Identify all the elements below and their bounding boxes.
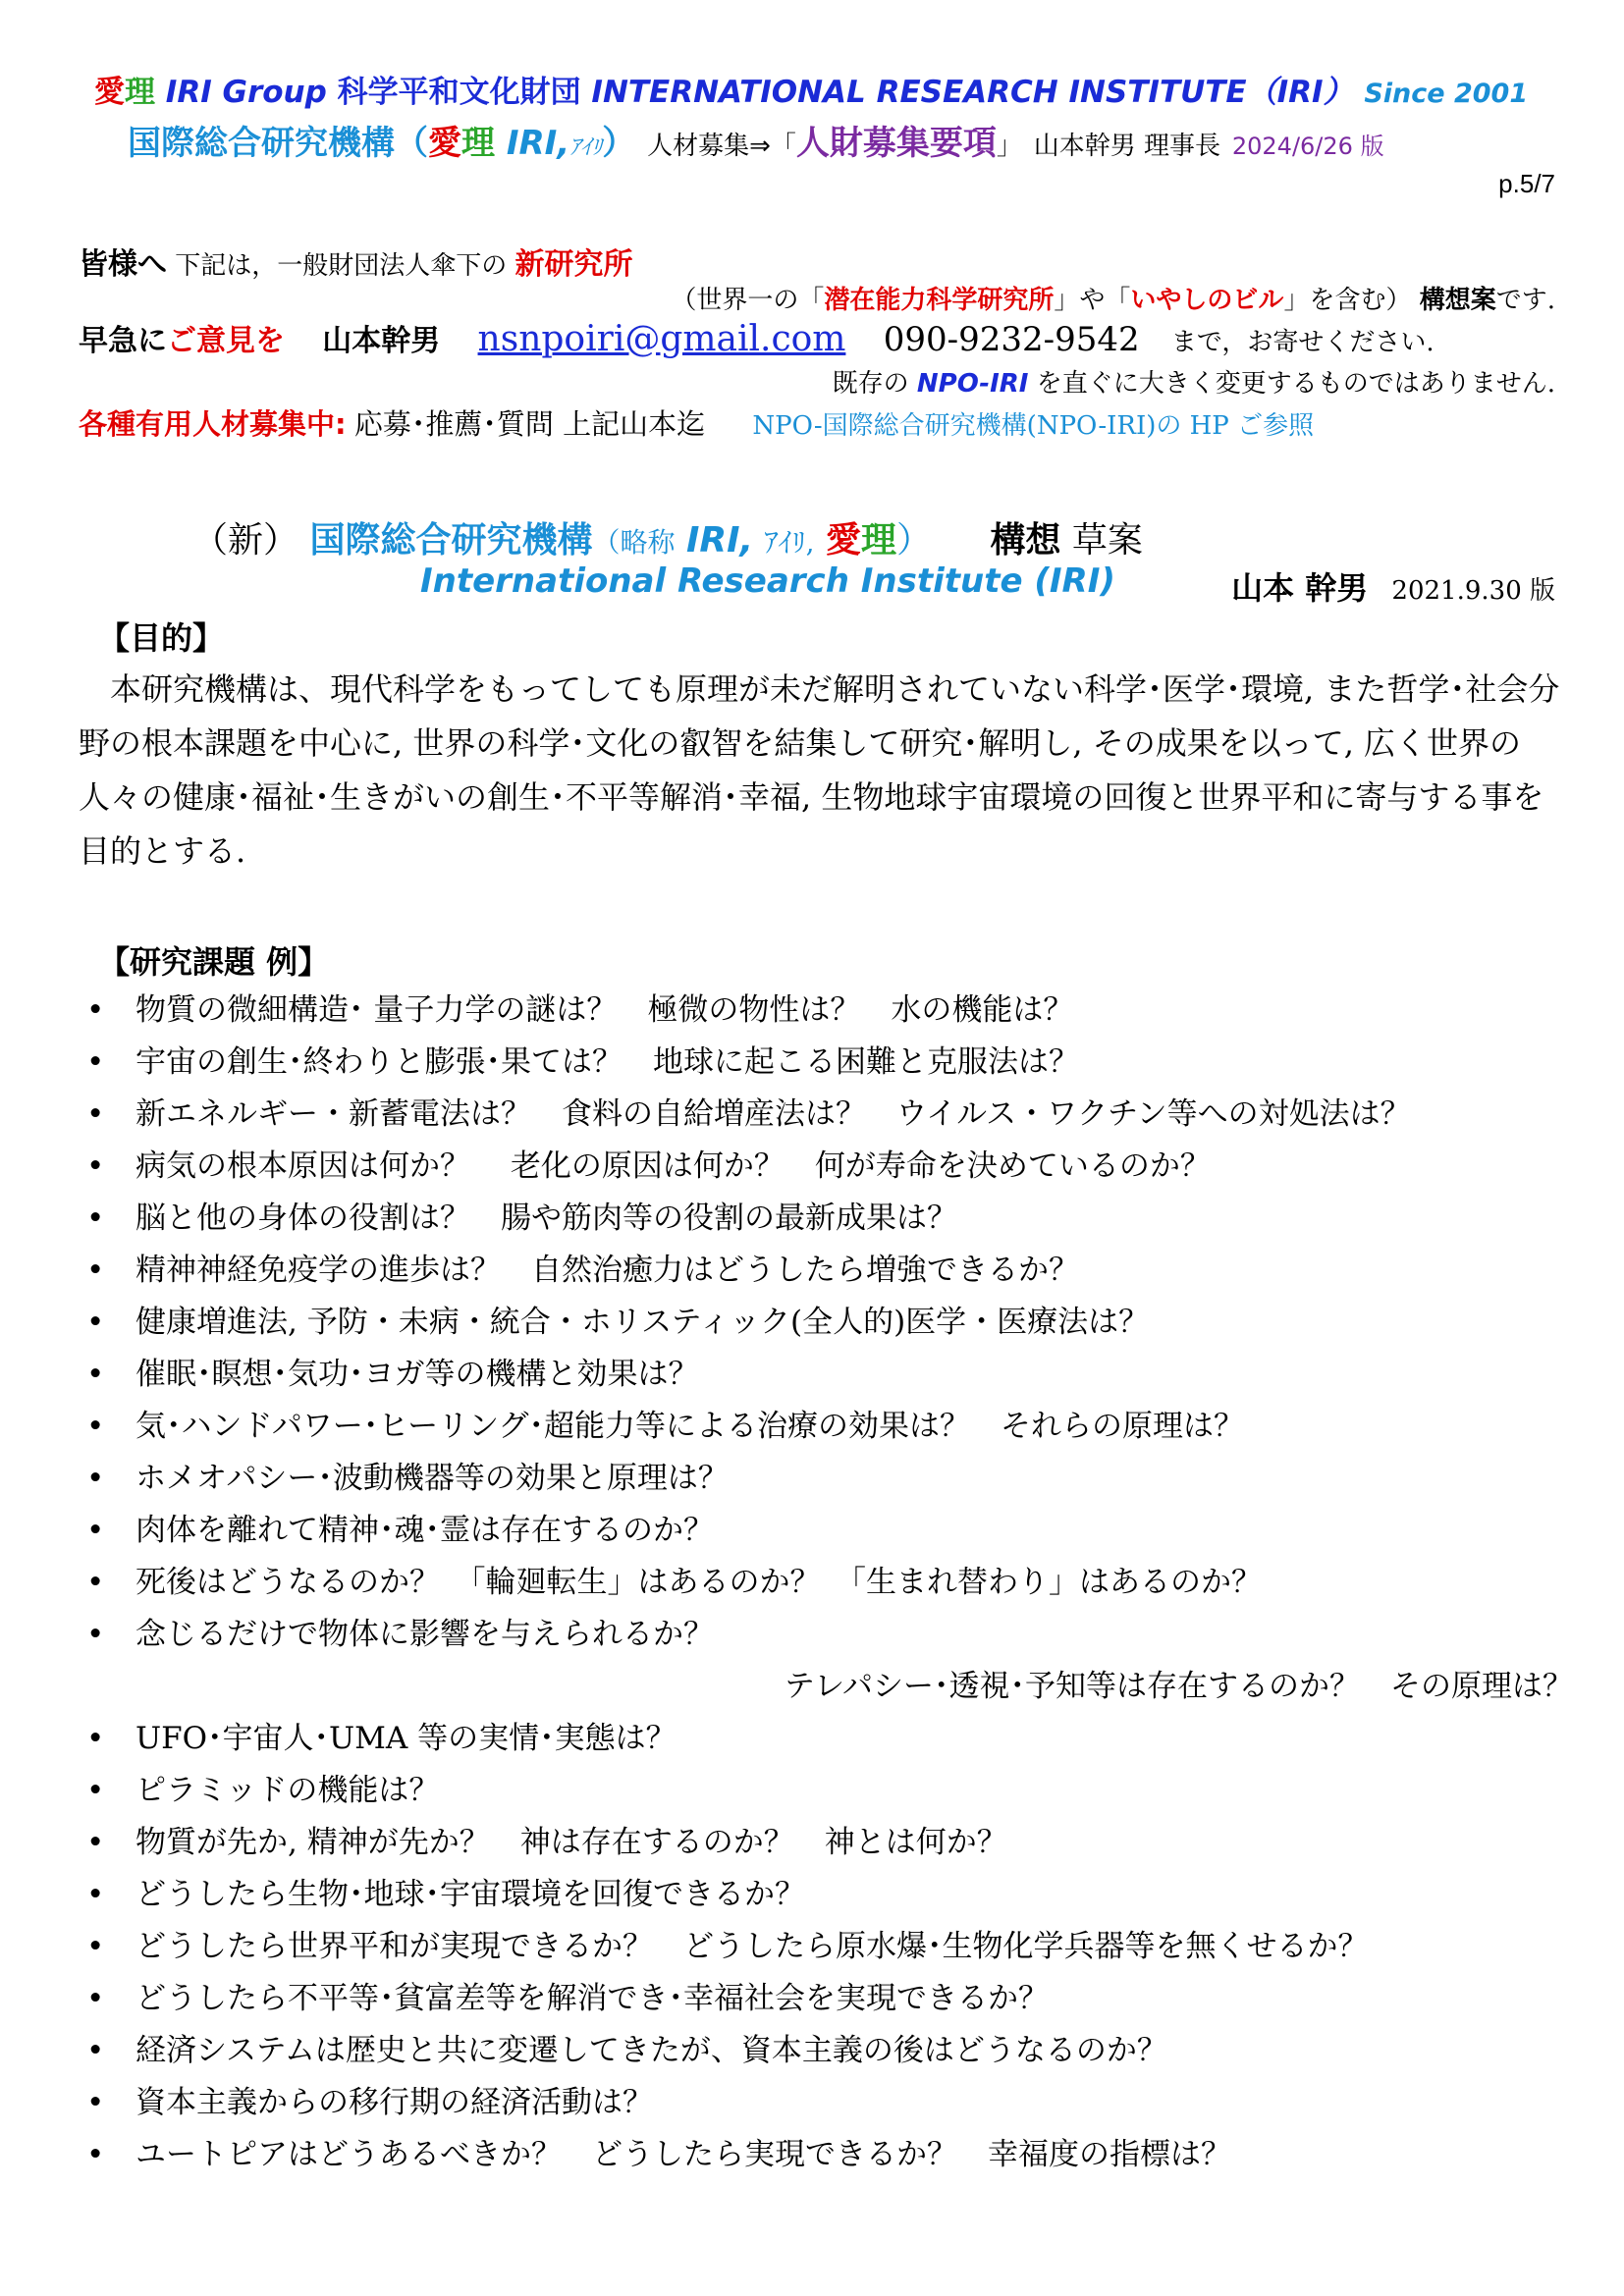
notice-text-2c: 」を含む）: [1283, 286, 1412, 315]
author-line: [1231, 563, 1555, 609]
list-item: • ユートピアはどうあるべきか？ どうしたら実現できるか？ 幸福度の指標は？: [81, 2129, 1573, 2181]
brand-group: IRI Group: [165, 75, 327, 110]
abbr-open: （略称: [592, 526, 676, 559]
bullet-icon: •: [86, 2137, 105, 2172]
kousou-label: 構想: [990, 520, 1061, 561]
bullet-icon: •: [86, 1565, 105, 1600]
notice-line-1: [79, 240, 633, 283]
topics-list: [81, 985, 1573, 2181]
send-to-text: まで，お寄せください.: [1170, 328, 1435, 357]
bullet-icon: •: [86, 1981, 105, 2016]
institute-jp: 国際総合研究機構: [128, 124, 395, 163]
bullet-icon: •: [86, 1201, 105, 1236]
bullet-icon: •: [86, 1825, 105, 1860]
to-all: 皆様へ: [79, 247, 167, 282]
draft-label: 草案: [1071, 520, 1143, 561]
notice-line-4: [833, 363, 1555, 400]
recruiting-label: 各種有用人材募集中:: [79, 407, 347, 441]
bullet-icon: •: [86, 1929, 105, 1964]
notice-text-2d: です.: [1495, 286, 1555, 315]
list-item: • 死後はどうなるのか？ 「輪廻転生」はあるのか？ 「生まれ替わり」はあるのか？: [81, 1557, 1573, 1609]
header-ai: 愛: [428, 124, 461, 163]
contact-name: 山本幹男: [322, 324, 441, 358]
shin-label: （新）: [192, 520, 299, 561]
proposal-iri: IRI,: [685, 520, 754, 561]
bullet-icon: •: [86, 1461, 105, 1496]
proposal-name-en: International Research Institute (IRI): [420, 561, 1115, 601]
header-line-2: [128, 116, 1384, 164]
page-number: p.5/7: [1498, 169, 1555, 198]
npo-iri-label: NPO-IRI: [916, 369, 1029, 399]
proposal-ri: 理: [860, 519, 896, 561]
urgent-label: 早急に: [79, 324, 167, 358]
bullet-icon: •: [86, 1409, 105, 1444]
list-item: • 資本主義からの移行期の経済活動は？: [81, 2077, 1573, 2129]
bullet-icon: •: [86, 1617, 105, 1652]
author-name: 山本 幹男: [1231, 569, 1369, 607]
brand-ai: 愛: [94, 75, 125, 110]
email-link[interactable]: nsnpoiri@gmail.com: [477, 319, 846, 359]
bullet-icon: •: [86, 992, 105, 1028]
purpose-heading: 【目的】: [98, 619, 225, 657]
version-date: 2024/6/26 版: [1231, 133, 1384, 160]
recruit-prefix: 人材募集⇒「: [647, 132, 796, 161]
list-item: • 精神神経免疫学の進歩は？ 自然治癒力はどうしたら増強できるか？: [81, 1245, 1573, 1297]
notice-text-4a: 既存の: [832, 369, 909, 399]
list-item: • 新エネルギー・新蓄電法は？ 食料の自給増産法は？ ウイルス・ワクチン等への対処法は？: [81, 1089, 1573, 1141]
notice-text-4b: を直ぐに大きく変更するものではありません.: [1036, 369, 1555, 399]
notice-text-1: 下記は，一般財団法人傘下の: [175, 251, 508, 281]
proposal-title: [192, 512, 1143, 562]
chairman: 山本幹男 理事長: [1033, 132, 1221, 161]
header-line-1: [94, 67, 1528, 111]
author-date: 2021.9.30 版: [1391, 576, 1555, 606]
list-item: • ホメオパシー･波動機器等の効果と原理は？: [81, 1453, 1573, 1505]
institute-en: INTERNATIONAL RESEARCH INSTITUTE（IRI）: [591, 75, 1354, 110]
paren-close: ）: [602, 124, 636, 163]
bullet-icon: •: [86, 1096, 105, 1132]
proposal-name-jp: 国際総合研究機構: [309, 520, 593, 561]
bullet-icon: •: [86, 2085, 105, 2120]
recruit-detail: 応募･推薦･質問 上記山本迄: [353, 407, 706, 441]
bullet-icon: •: [86, 1773, 105, 1808]
bullet-icon: •: [86, 1148, 105, 1184]
since-year: Since 2001: [1364, 79, 1529, 109]
brand-ri: 理: [125, 75, 155, 110]
proposal-airi: ｱｲﾘ,: [764, 526, 815, 559]
list-item: • 肉体を離れて精神･魂･霊は存在するのか？: [81, 1505, 1573, 1557]
purpose-text: 本研究機構は、現代科学をもってしても原理が未だ解明されていない科学･医学･環境, また哲学･社会分野の根本課題を中心に, 世界の科学･文化の叡智を結集して研究･解明し, その成果を以って, 広く世界の人々の健康･福祉･生きがいの創生･不平等解消･幸福, 生物地球宇宙環境の回復と世界平和に寄与する事を目的とする.: [79, 670, 1560, 870]
bullet-icon: •: [86, 1877, 105, 1912]
topics-heading: 【研究課題 例】: [98, 943, 330, 981]
concept-label: 構想案: [1419, 286, 1496, 315]
list-item: • 念じるだけで物体に影響を与えられるか？: [81, 1609, 1573, 1661]
recruit-title[interactable]: 人財募集要項: [795, 124, 997, 163]
bullet-icon: •: [86, 1044, 105, 1080]
phone-number: 090-9232-9542: [883, 320, 1140, 359]
header-ri: 理: [461, 124, 495, 163]
potential-lab: 潜在能力科学研究所: [824, 286, 1055, 315]
bullet-icon: •: [86, 2033, 105, 2068]
list-item: • 催眠･瞑想･気功･ヨガ等の機構と効果は？: [81, 1349, 1573, 1401]
list-item: • 宇宙の創生･終わりと膨張･果ては？ 地球に起こる困難と克服法は？: [81, 1037, 1573, 1089]
list-item: • 健康増進法, 予防・未病・統合・ホリスティック(全人的)医学・医療法は？: [81, 1297, 1573, 1349]
list-item-continuation: テレパシー･透視･予知等は存在するのか？ その原理は？: [784, 1669, 1573, 1704]
list-item: • どうしたら生物･地球･宇宙環境を回復できるか？: [81, 1869, 1573, 1921]
list-item: • 経済システムは歴史と共に変遷してきたが、資本主義の後はどうなるのか？: [81, 2025, 1573, 2077]
opinion-label: ご意見を: [167, 324, 285, 358]
notice-line-5: [79, 402, 1314, 443]
abbr-close: ）: [895, 520, 932, 561]
proposal-ai: 愛: [825, 519, 861, 561]
notice-text-2b: 」や「: [1054, 286, 1131, 315]
list-item: • どうしたら世界平和が実現できるか？ どうしたら原水爆･生物化学兵器等を無くせるか？: [81, 1921, 1573, 1973]
notice-line-2: [671, 280, 1555, 316]
list-item: • 物質の微細構造･ 量子力学の謎は？ 極微の物性は？ 水の機能は？: [81, 985, 1573, 1037]
header-iri: IRI,: [506, 124, 570, 163]
bullet-icon: •: [86, 1721, 105, 1756]
bullet-icon: •: [86, 1513, 105, 1548]
list-item: • 気･ハンドパワー･ヒーリング･超能力等による治療の効果は？ それらの原理は？: [81, 1401, 1573, 1453]
foundation-name: 科学平和文化財団: [337, 75, 581, 110]
list-item: • ピラミッドの機能は？: [81, 1765, 1573, 1817]
notice-text-2a: （世界一の「: [671, 286, 825, 315]
bullet-icon: •: [86, 1253, 105, 1288]
list-item: • 病気の根本原因は何か？ 老化の原因は何か？ 何が寿命を決めているのか？: [81, 1141, 1573, 1193]
healing-building: いやしのビル: [1130, 286, 1284, 315]
list-item: • 物質が先か, 精神が先か？ 神は存在するのか？ 神とは何か？: [81, 1817, 1573, 1869]
list-item: • UFO･宇宙人･UMA 等の実情･実態は？: [81, 1713, 1573, 1765]
bullet-icon: •: [86, 1357, 105, 1392]
notice-line-3: [79, 316, 1435, 359]
bullet-icon: •: [86, 1305, 105, 1340]
paren-open: （: [395, 124, 428, 163]
header-airi: ｱｲﾘ: [569, 135, 603, 160]
recruit-suffix: 」: [996, 132, 1022, 161]
new-institute: 新研究所: [514, 247, 633, 282]
list-item: • 脳と他の身体の役割は？ 腸や筋肉等の役割の最新成果は？: [81, 1193, 1573, 1245]
hp-note[interactable]: NPO-国際総合研究機構(NPO-IRI)の HP ご参照: [752, 411, 1315, 441]
list-item: • どうしたら不平等･貧富差等を解消でき･幸福社会を実現できるか？: [81, 1973, 1573, 2025]
